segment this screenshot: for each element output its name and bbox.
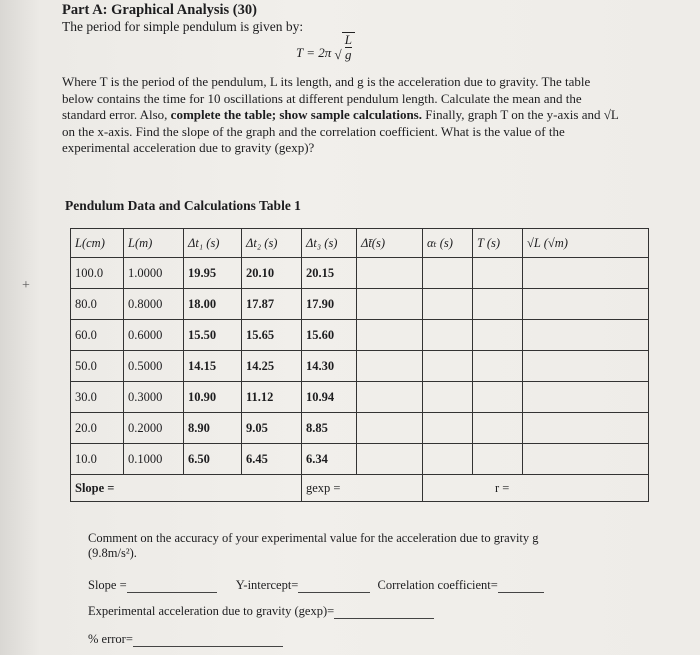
formula-lhs: T: [296, 45, 303, 60]
empty-cell[interactable]: [423, 413, 473, 444]
empty-cell[interactable]: [357, 320, 423, 351]
data-cell: 14.25: [242, 351, 302, 382]
data-cell: 15.65: [242, 320, 302, 351]
empty-cell[interactable]: [473, 258, 523, 289]
empty-cell[interactable]: [473, 289, 523, 320]
data-cell: 60.0: [71, 320, 124, 351]
table-row: [71, 413, 649, 444]
empty-cell[interactable]: [423, 444, 473, 475]
instructions-part2: Finally, graph T on the y-axis and √L on the x-axis. Find the slope of the graph and the correlation coefficient. What is the value of the experimental acceleration due to gravity (gexp)?: [62, 107, 619, 155]
data-cell: 14.15: [184, 351, 242, 382]
data-cell: 17.90: [302, 289, 357, 320]
empty-cell[interactable]: [473, 351, 523, 382]
intro-text: The period for simple pendulum is given by:: [62, 19, 304, 34]
experimental-g-row: [88, 604, 434, 619]
accuracy-comment: Comment on the accuracy of your experimental value for the acceleration due to gravity g (9.8m/s²).: [88, 531, 539, 560]
empty-cell[interactable]: [423, 351, 473, 382]
empty-cell[interactable]: [423, 289, 473, 320]
table-row: [71, 444, 649, 475]
slope-label: Slope =: [88, 578, 127, 592]
data-cell: 0.3000: [124, 382, 184, 413]
percent-error-label: % error=: [88, 632, 133, 646]
empty-cell[interactable]: [357, 382, 423, 413]
percent-error-row: [88, 632, 283, 647]
period-formula: [296, 30, 355, 61]
formula-equals: =: [306, 45, 316, 60]
data-cell: 20.15: [302, 258, 357, 289]
data-cell: 30.0: [71, 382, 124, 413]
empty-cell[interactable]: [523, 382, 649, 413]
experimental-g-blank[interactable]: [334, 618, 434, 619]
table-row: [71, 258, 649, 289]
data-cell: 0.6000: [124, 320, 184, 351]
empty-cell[interactable]: [357, 351, 423, 382]
header-cell: L(cm): [71, 229, 124, 258]
data-cell: 80.0: [71, 289, 124, 320]
empty-cell[interactable]: [523, 351, 649, 382]
table-header-row: [71, 229, 649, 258]
pendulum-data-table: [70, 228, 649, 502]
empty-cell[interactable]: [357, 444, 423, 475]
data-cell: 18.00: [184, 289, 242, 320]
instructions-paragraph: [62, 74, 622, 157]
data-cell: 8.85: [302, 413, 357, 444]
empty-cell[interactable]: [423, 320, 473, 351]
data-cell: 100.0: [71, 258, 124, 289]
empty-cell[interactable]: [357, 413, 423, 444]
correlation-label: Correlation coefficient=: [377, 578, 498, 592]
data-cell: 0.2000: [124, 413, 184, 444]
data-cell: 50.0: [71, 351, 124, 382]
slope-blank[interactable]: [127, 592, 217, 593]
table-row: [71, 351, 649, 382]
instructions-part1: Where T is the period of the pendulum, L its length, and g is the acceleration due to gravity. The table below contains the time for 10 oscillations at different pendulum length. Calculate the mean and the standard error. Also,: [62, 74, 591, 122]
data-cell: 6.50: [184, 444, 242, 475]
percent-error-blank[interactable]: [133, 646, 283, 647]
yintercept-label: Y-intercept=: [235, 578, 299, 592]
empty-cell[interactable]: [523, 413, 649, 444]
empty-cell[interactable]: [357, 289, 423, 320]
data-cell: 17.87: [242, 289, 302, 320]
gexp-cell: gexp =: [302, 475, 423, 502]
margin-mark: +: [22, 278, 30, 293]
data-cell: 15.60: [302, 320, 357, 351]
data-cell: 6.45: [242, 444, 302, 475]
results-row: [88, 578, 544, 593]
section-heading: Part A: Graphical Analysis (30): [62, 2, 257, 18]
empty-cell[interactable]: [357, 258, 423, 289]
formula-numerator: L: [344, 32, 352, 47]
empty-cell[interactable]: [473, 413, 523, 444]
data-cell: 1.0000: [124, 258, 184, 289]
empty-cell[interactable]: [473, 444, 523, 475]
empty-cell[interactable]: [523, 444, 649, 475]
data-cell: 8.90: [184, 413, 242, 444]
empty-cell[interactable]: [423, 258, 473, 289]
empty-cell[interactable]: [423, 382, 473, 413]
data-cell: 6.34: [302, 444, 357, 475]
empty-cell[interactable]: [473, 320, 523, 351]
header-cell: T (s): [473, 229, 523, 258]
data-cell: 10.90: [184, 382, 242, 413]
slope-cell: Slope =: [71, 475, 302, 502]
empty-cell[interactable]: [523, 320, 649, 351]
correlation-blank[interactable]: [498, 592, 544, 593]
table-row: [71, 289, 649, 320]
data-cell: 0.5000: [124, 351, 184, 382]
data-cell: 15.50: [184, 320, 242, 351]
data-cell: 11.12: [242, 382, 302, 413]
empty-cell[interactable]: [523, 289, 649, 320]
header-cell: αₜ (s): [423, 229, 473, 258]
data-cell: 10.0: [71, 444, 124, 475]
header-cell: Δt₂ (s): [242, 229, 302, 258]
data-cell: 20.0: [71, 413, 124, 444]
header-cell: √L (√m): [523, 229, 649, 258]
data-cell: 20.10: [242, 258, 302, 289]
r-cell: r =: [423, 475, 649, 502]
data-cell: 14.30: [302, 351, 357, 382]
header-cell: Δt̄(s): [357, 229, 423, 258]
data-cell: 19.95: [184, 258, 242, 289]
formula-coefficient: 2π: [318, 45, 332, 60]
data-cell: 10.94: [302, 382, 357, 413]
experimental-g-label: Experimental acceleration due to gravity (gexp)=: [88, 604, 335, 618]
empty-cell[interactable]: [473, 382, 523, 413]
header-cell: L(m): [124, 229, 184, 258]
header-cell: Δt₁ (s): [184, 229, 242, 258]
yintercept-blank[interactable]: [298, 592, 370, 593]
formula-sqrt: √ $\frac{L}{g}$: [335, 32, 355, 63]
data-cell: 9.05: [242, 413, 302, 444]
table-footer-row: [71, 475, 649, 502]
table-row: [71, 382, 649, 413]
empty-cell[interactable]: [523, 258, 649, 289]
data-cell: 0.8000: [124, 289, 184, 320]
formula-denominator: g: [345, 47, 352, 62]
header-cell: Δt₃ (s): [302, 229, 357, 258]
table-title: Pendulum Data and Calculations Table 1: [65, 198, 301, 213]
instructions-bold: complete the table; show sample calculations.: [170, 107, 422, 122]
table-row: [71, 320, 649, 351]
data-cell: 0.1000: [124, 444, 184, 475]
